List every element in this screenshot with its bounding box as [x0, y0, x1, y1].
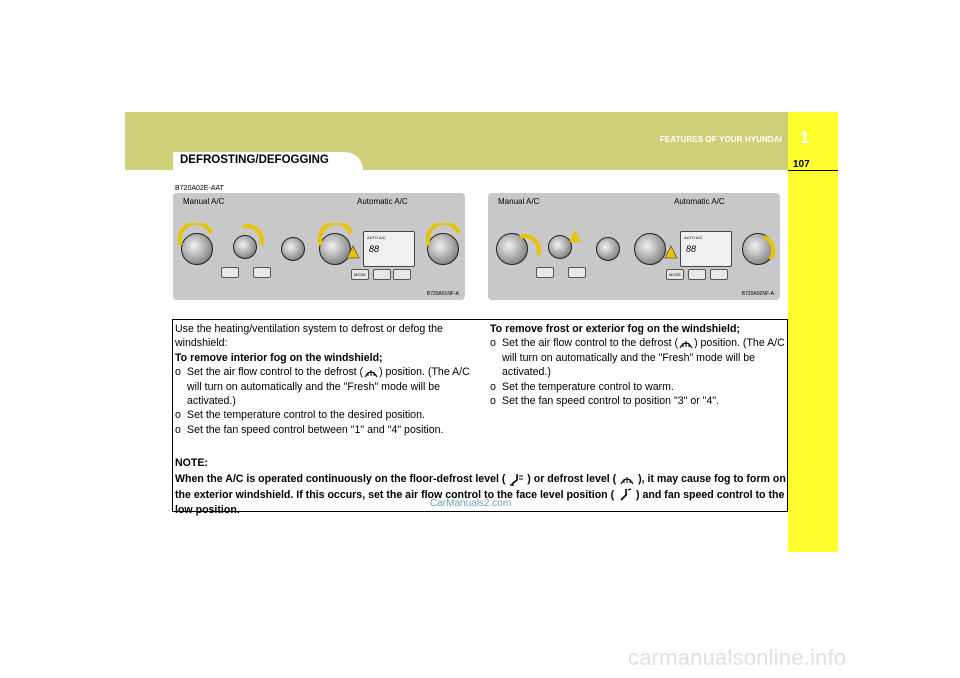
arrow-icon — [425, 223, 465, 253]
list-item-text: Set the fan speed control between "1" and "4" position. — [187, 423, 444, 436]
note-label: NOTE: — [175, 457, 208, 469]
arrow-icon — [516, 233, 546, 263]
header-section-number: 1 — [800, 128, 810, 147]
bullet-marker: o — [490, 395, 496, 408]
list-item — [490, 394, 785, 408]
header-section-name: FEATURES OF YOUR HYUNDAI — [659, 135, 782, 144]
defrost-button — [688, 269, 706, 280]
manual-ac-label: Manual A/C — [183, 197, 225, 206]
arrow-icon — [239, 223, 269, 253]
figure-code: B720A02E-AAT — [175, 185, 224, 192]
list-item-text: ) position. (The A/C will turn on automatically and the "Fresh" mode will be activated.) — [187, 366, 470, 408]
list-item-text: Set the air flow control to the defrost ( — [502, 337, 679, 350]
arrow-icon — [760, 233, 780, 263]
list-item-text: ) position. (The A/C will turn on automatically and the "Fresh" mode will be activated.) — [502, 337, 785, 379]
list-item-text: Set the fan speed control to position "3" or "4". — [502, 395, 720, 408]
list-item-text: Set the air flow control to the defrost ( — [187, 366, 364, 379]
list-item — [175, 423, 471, 437]
lcd-display — [680, 231, 732, 267]
warning-triangle-icon — [346, 245, 360, 259]
lcd-mode-text: AUTO A/C — [367, 235, 386, 240]
defrost-icon — [678, 337, 694, 350]
control-panel-figure-1 — [173, 193, 465, 300]
automatic-ac-label: Automatic A/C — [674, 197, 725, 206]
mode-button: MODE — [666, 269, 684, 280]
bullet-marker: o — [490, 337, 496, 350]
list-item — [175, 408, 471, 422]
interior-fog-heading: To remove interior fog on the windshield; — [175, 351, 383, 364]
exterior-fog-heading: To remove frost or exterior fog on the windshield; — [490, 323, 740, 335]
defrost-button — [373, 269, 391, 280]
ac-button — [221, 267, 239, 278]
defrost-icon — [363, 366, 379, 379]
section-title: DEFROSTING/DEFOGGING — [180, 154, 329, 166]
ac-button — [536, 267, 554, 278]
footer-watermark-logo: carmanualsonline.info — [628, 645, 847, 670]
chapter-tab — [788, 112, 838, 552]
image-code: B720A02NF-A — [741, 291, 774, 297]
bullet-marker: o — [175, 423, 181, 436]
face-level-icon — [617, 488, 633, 501]
right-column — [490, 322, 785, 408]
mode-button: MODE — [351, 269, 369, 280]
bullet-marker: o — [490, 380, 496, 393]
arrow-icon — [568, 229, 582, 243]
note-text: When the A/C is operated continuously on the floor-defrost level ( — [175, 472, 506, 485]
floor-defrost-icon — [508, 473, 524, 486]
note-text: ) or defrost level ( — [527, 472, 617, 485]
list-item-text: Set the temperature control to the desired position. — [187, 409, 425, 422]
watermark-link[interactable]: CarManuals2.com — [430, 498, 512, 509]
lcd-mode-text: AUTO A/C — [684, 235, 703, 240]
intro-text: Use the heating/ventilation system to defrost or defog the windshield: — [175, 323, 443, 350]
lcd-digits: 88 — [686, 244, 697, 254]
lcd-digits: 88 — [369, 244, 380, 254]
lcd-display — [363, 231, 415, 267]
auto-fan-knob — [634, 233, 666, 265]
note-text: ), it may cause fog to form on the exterior windshield. If this occurs, set the air flow control to the face level position ( — [175, 472, 786, 501]
page-number: 107 — [793, 159, 810, 170]
list-item-text: Set the temperature control to warm. — [502, 380, 674, 393]
bullet-marker: o — [175, 366, 181, 379]
defrost-icon — [619, 473, 635, 486]
mode-knob — [596, 237, 620, 261]
note-block — [175, 456, 787, 519]
ac-button — [710, 269, 728, 280]
manual-ac-label: Manual A/C — [498, 197, 540, 206]
arrow-icon — [177, 223, 217, 253]
note-text: ) and fan speed control to the low position. — [175, 488, 785, 517]
ac-button — [393, 269, 411, 280]
left-column — [175, 322, 471, 437]
defrost-button — [253, 267, 271, 278]
tab-divider — [788, 170, 838, 171]
control-panel-figure-2 — [488, 193, 780, 300]
warning-triangle-icon — [664, 245, 678, 259]
bullet-marker: o — [175, 409, 181, 422]
automatic-ac-label: Automatic A/C — [357, 197, 408, 206]
list-item — [490, 336, 785, 379]
list-item — [175, 365, 471, 408]
mode-knob — [281, 237, 305, 261]
list-item — [490, 380, 785, 394]
image-code: B720A01NF-A — [426, 291, 459, 297]
defrost-button — [568, 267, 586, 278]
